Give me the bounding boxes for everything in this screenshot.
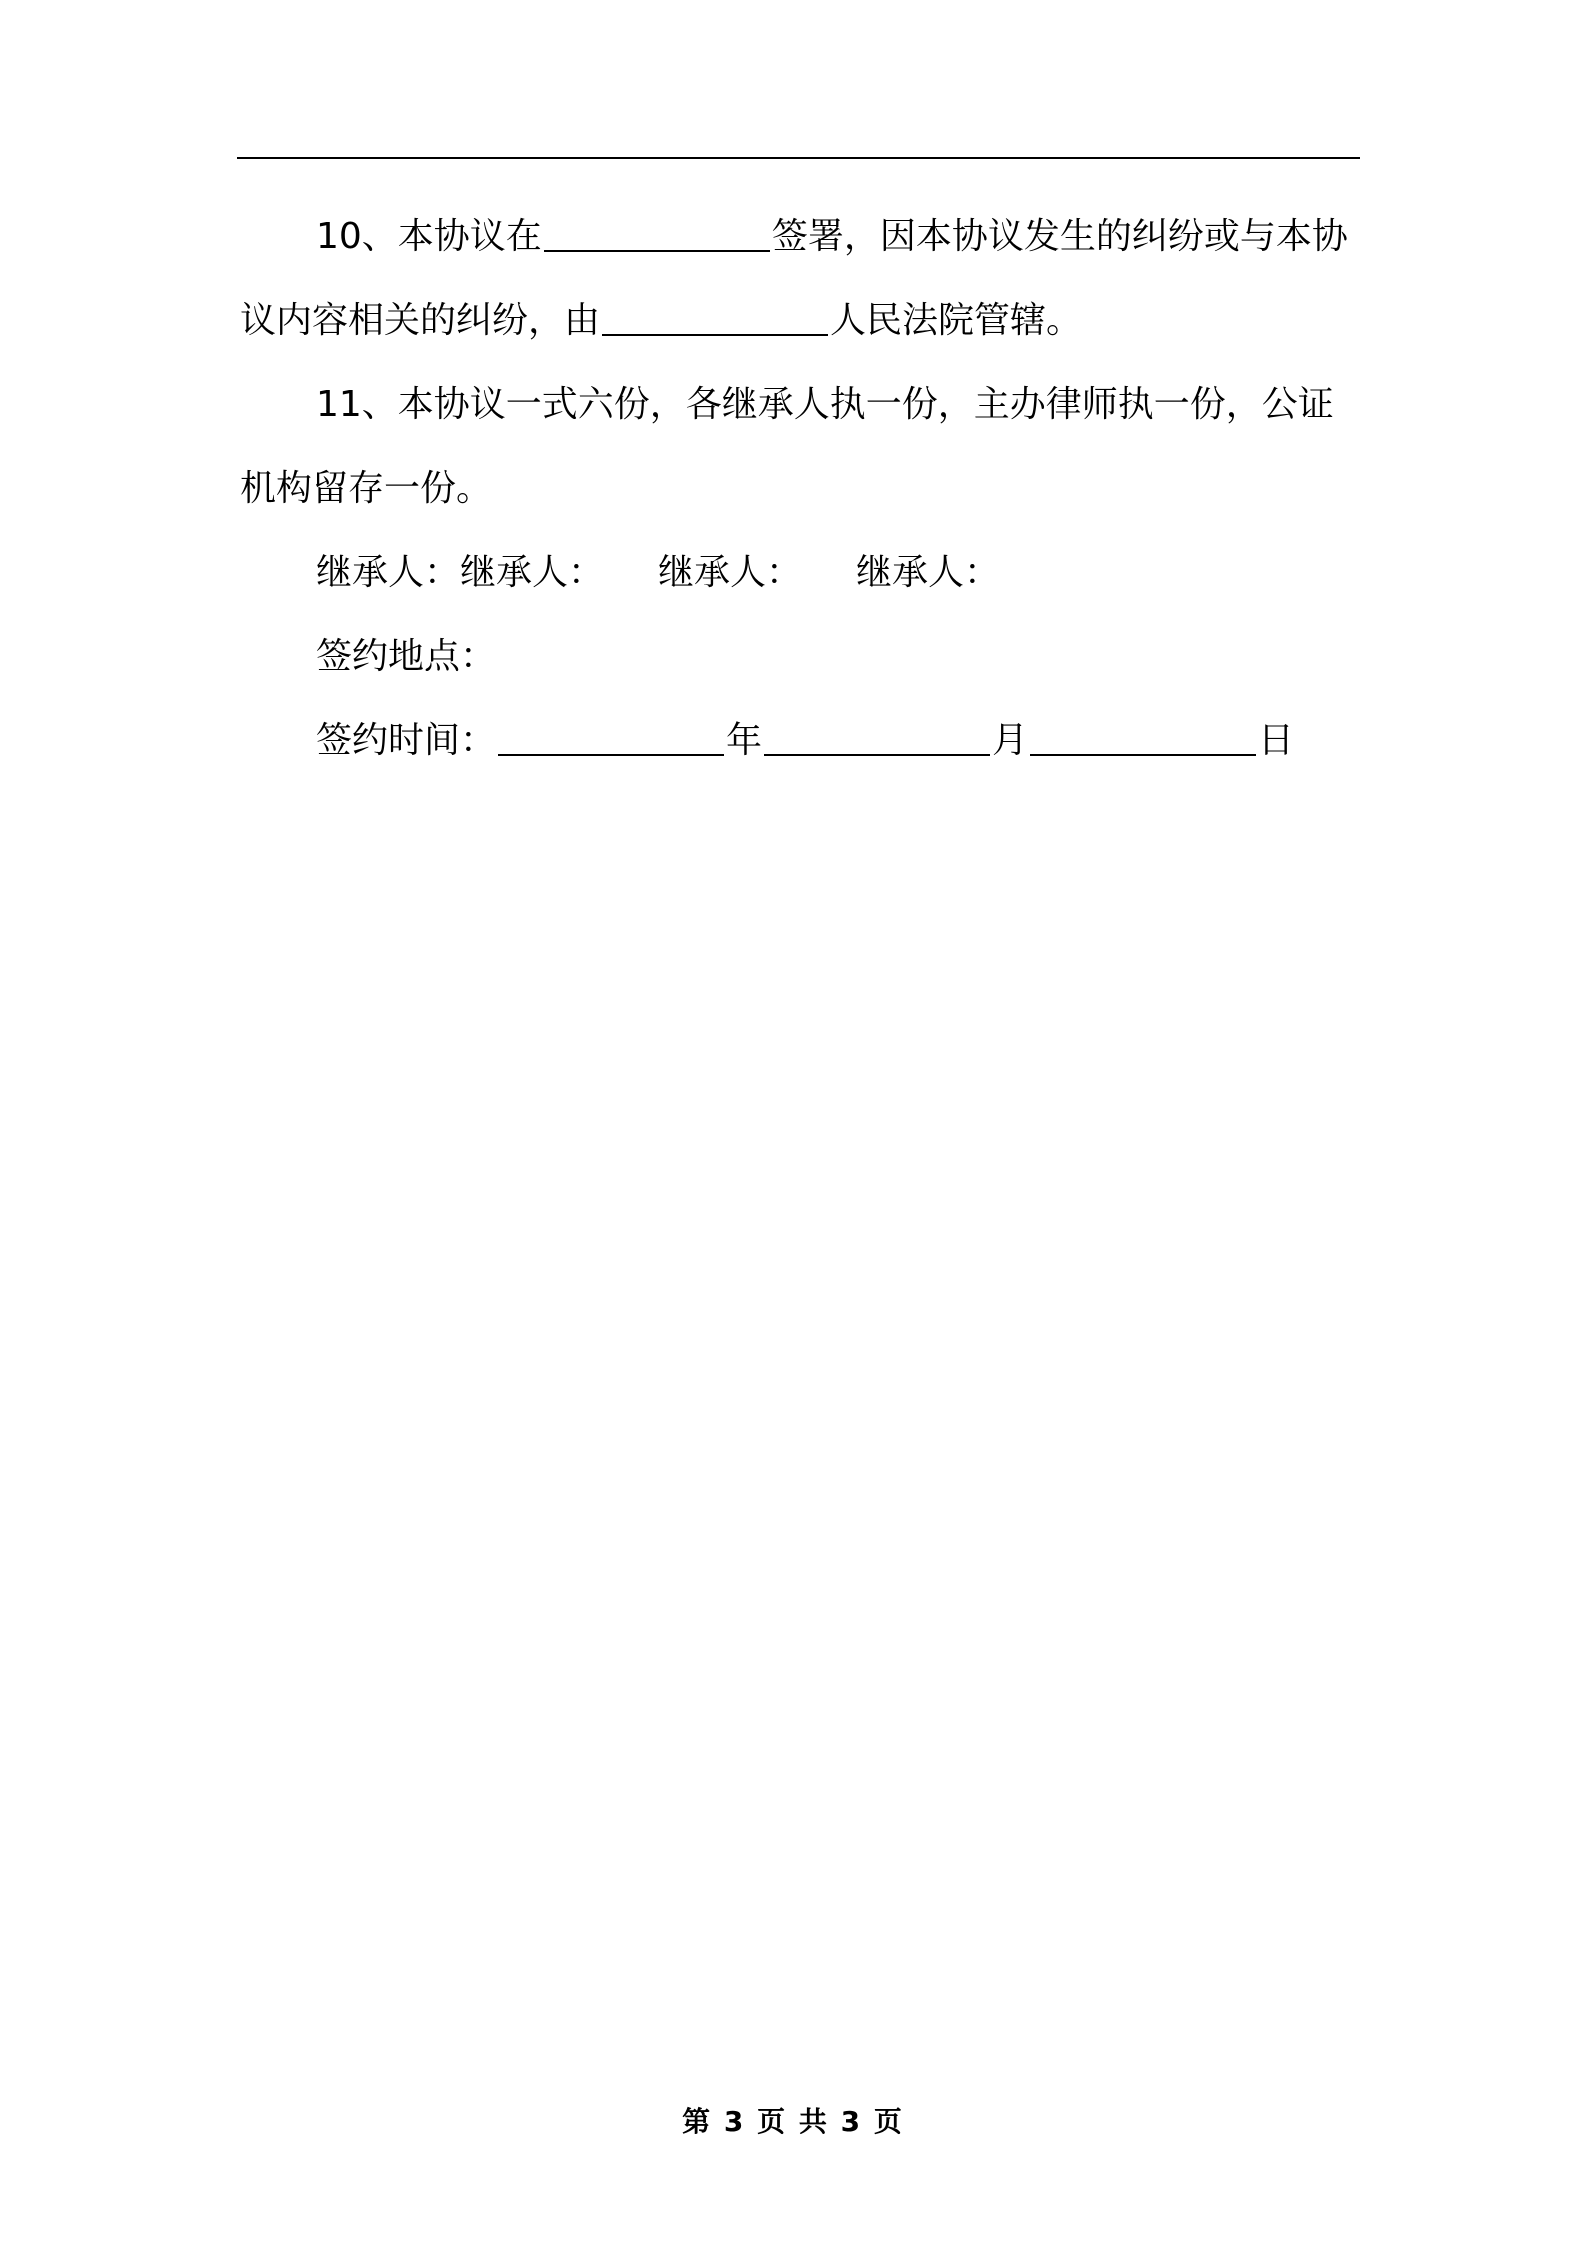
month-blank <box>764 718 990 756</box>
month-label: 月 <box>992 720 1029 761</box>
clause-11-line-2 <box>240 447 1358 531</box>
heir-label-2: 继承人： <box>460 552 605 593</box>
clause-11-line-1 <box>240 363 1358 447</box>
clause-10-text-a: 10、本协议在 <box>316 216 542 257</box>
heir-label-3: 继承人： <box>658 552 803 593</box>
clause-10-text-d: 人民法院管辖。 <box>830 300 1083 341</box>
signing-time-label: 签约时间： <box>316 720 497 761</box>
day-blank <box>1030 718 1256 756</box>
heir-label-1: 继承人： <box>316 552 461 593</box>
year-blank <box>498 718 724 756</box>
signing-location-blank <box>544 214 770 252</box>
day-label: 日 <box>1258 720 1295 761</box>
clause-11-text-b: 机构留存一份。 <box>240 468 493 509</box>
court-name-blank <box>602 298 828 336</box>
clause-10-text-c: 议内容相关的纠纷，由 <box>240 300 601 341</box>
heir-label-4: 继承人： <box>856 552 1001 593</box>
clause-10-text-b: 签署，因本协议发生的纠纷或与本协 <box>771 216 1348 257</box>
page-footer: 第 3 页 共 3 页 <box>682 2105 904 2138</box>
header-rule <box>237 157 1360 159</box>
signing-time-row <box>240 699 1358 783</box>
clause-11-text-a: 11、本协议一式六份，各继承人执一份，主办律师执一份，公证 <box>316 384 1334 425</box>
document-body <box>240 195 1358 783</box>
heir-signature-row <box>240 531 1358 615</box>
signing-place-row <box>240 615 1358 699</box>
signing-place-label: 签约地点： <box>316 636 497 677</box>
clause-10-line-1 <box>240 195 1358 279</box>
clause-10-line-2 <box>240 279 1358 363</box>
year-label: 年 <box>726 720 763 761</box>
